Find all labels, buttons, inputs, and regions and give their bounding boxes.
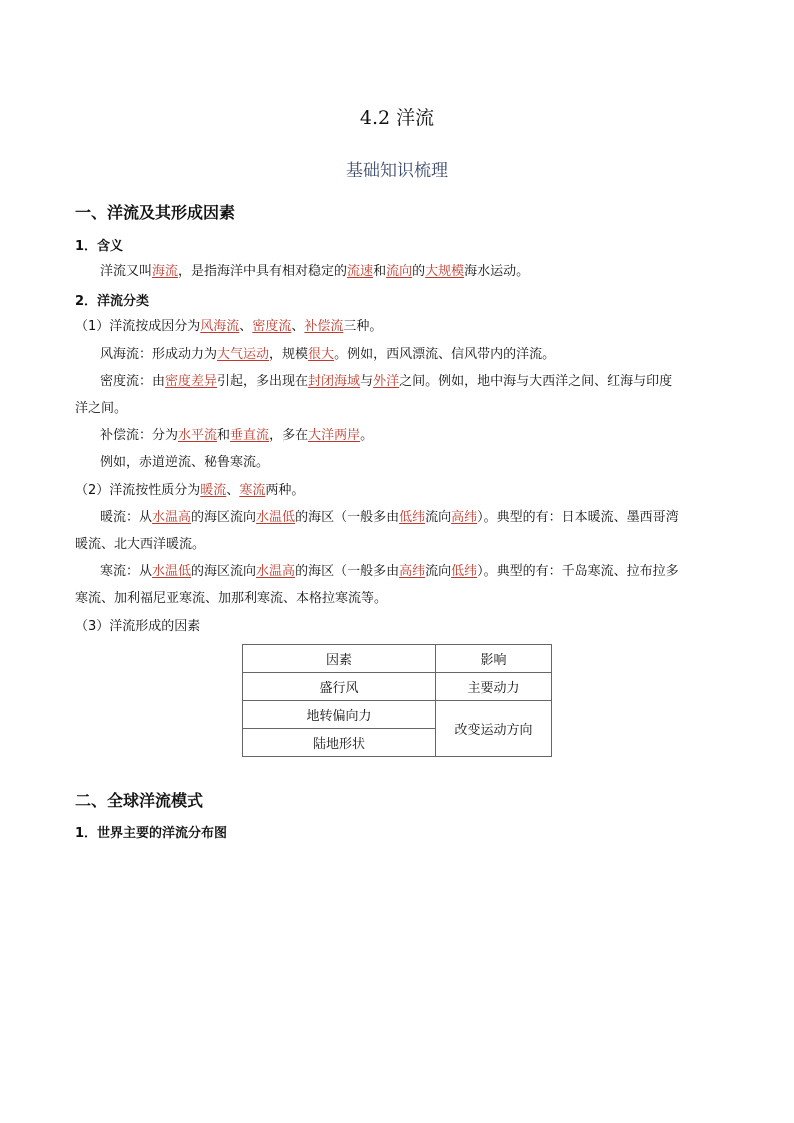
formation-factors-heading: （3）洋流形成的因素 [75, 619, 201, 634]
keyword: 补偿流 [304, 319, 344, 334]
keyword: 高纬 [451, 510, 478, 525]
keyword: 密度差异 [165, 374, 218, 389]
table-cell: 地转偏向力 [243, 701, 436, 729]
keyword: 低纬 [399, 510, 426, 525]
density-current-line1: 密度流：由密度差异引起，多出现在封闭海域与外洋之间。例如，地中海与大西洋之间、红海与印度 [100, 374, 673, 389]
table-header-cell: 影响 [436, 645, 552, 673]
keyword: 垂直流 [230, 428, 270, 443]
table-cell: 盛行风 [243, 673, 436, 701]
keyword: 流速 [347, 264, 374, 279]
section1-heading: 一、洋流及其形成因素 [75, 203, 236, 222]
cold-current-line1: 寒流：从水温低的海区流向水温高的海区（一般多由高纬流向低纬）。典型的有：千岛寒流、拉布拉多 [100, 564, 679, 579]
keyword: 高纬 [399, 564, 426, 579]
warm-current-line2: 暖流、北大西洋暖流。 [75, 537, 206, 552]
keyword: 封闭海域 [308, 374, 361, 389]
keyword: 大规模 [425, 264, 465, 279]
classification-by-nature: （2）洋流按性质分为暖流、寒流两种。 [75, 483, 305, 498]
keyword: 低纬 [451, 564, 478, 579]
keyword: 水温低 [152, 564, 192, 579]
compensation-current-paragraph: 补偿流：分为水平流和垂直流，多在大洋两岸。 [100, 428, 374, 443]
keyword: 外洋 [373, 374, 400, 389]
keyword: 流向 [386, 264, 413, 279]
cold-current-line2: 寒流、加利福尼亚寒流、加那利寒流、本格拉寒流等。 [75, 591, 388, 606]
table-cell: 主要动力 [436, 673, 552, 701]
keyword: 寒流 [239, 483, 266, 498]
keyword: 水温低 [256, 510, 296, 525]
table-header-cell: 因素 [243, 645, 436, 673]
compensation-example: 例如，赤道逆流、秘鲁寒流。 [100, 455, 270, 470]
keyword: 大气运动 [217, 347, 270, 362]
table-cell: 改变运动方向 [436, 701, 552, 757]
section2-item1-heading: 1．世界主要的洋流分布图 [75, 826, 228, 841]
definition-paragraph: 洋流又叫海流，是指海洋中具有相对稳定的流速和流向的大规模海水运动。 [100, 264, 530, 279]
factors-table [242, 644, 552, 757]
keyword: 海流 [152, 264, 179, 279]
warm-current-line1: 暖流：从水温高的海区流向水温低的海区（一般多由低纬流向高纬）。典型的有：日本暖流、墨西哥湾 [100, 510, 679, 525]
keyword: 风海流 [200, 319, 240, 334]
section2-heading: 二、全球洋流模式 [75, 791, 204, 810]
table-header-row [243, 645, 552, 673]
keyword: 大洋两岸 [308, 428, 361, 443]
page-title: 4.2 洋流 [359, 107, 435, 129]
item1-heading: 1．含义 [75, 239, 124, 254]
keyword: 密度流 [252, 319, 292, 334]
table-cell: 陆地形状 [243, 729, 436, 757]
table-row [243, 673, 552, 701]
table-row [243, 701, 552, 729]
keyword: 水平流 [178, 428, 218, 443]
density-current-line2: 洋之间。 [75, 401, 128, 416]
keyword: 很大 [308, 347, 335, 362]
keyword: 水温高 [152, 510, 192, 525]
wind-current-paragraph: 风海流：形成动力为大气运动，规模很大。例如，西风漂流、信风带内的洋流。 [100, 347, 556, 362]
page-subtitle: 基础知识梳理 [346, 161, 448, 181]
classification-by-cause: （1）洋流按成因分为风海流、密度流、补偿流三种。 [75, 319, 383, 334]
keyword: 暖流 [200, 483, 227, 498]
keyword: 水温高 [256, 564, 296, 579]
item2-heading: 2．洋流分类 [75, 294, 150, 309]
